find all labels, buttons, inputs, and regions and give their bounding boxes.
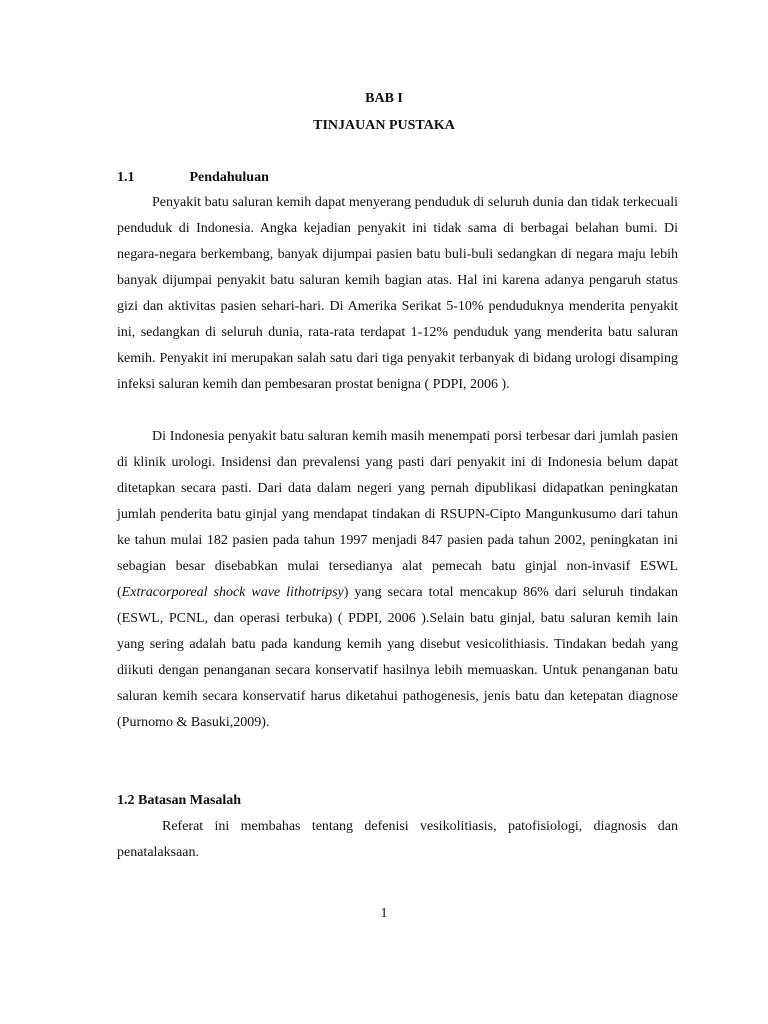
- section-1-heading: [117, 170, 269, 186]
- paragraph-1: [117, 190, 678, 398]
- section-1-number: 1.1: [117, 170, 135, 185]
- paragraph-2-italic-term: Extracorporeal shock wave lithotripsy: [121, 585, 344, 600]
- page-number: 1: [380, 906, 388, 921]
- paragraph-2-text-start: Di Indonesia penyakit batu saluran kemih masih menempati porsi terbesar dari jumlah pasien di klinik urologi. Insidensi dan prevalensi yang pasti dari penyakit ini di Indonesia belum dapat ditetapkan secara pasti. Dari data dalam negeri yang pernah dipublikasi didapatkan peningkatan jumlah penderita batu ginjal yang mendapat tindakan di RSUPN-Cipto Mangunkusumo dari tahun ke tahun mulai 182 pasien pada tahun 1997 menjadi 847 pasien pada tahun 2002, peningkatan ini sebagian besar disebabkan mulai tersedianya alat pemecah batu ginjal non-invasif ESWL (: [117, 429, 678, 600]
- section-2-heading: 1.2 Batasan Masalah: [117, 793, 242, 808]
- paragraph-2: [117, 424, 678, 736]
- chapter-label: BAB I: [365, 91, 403, 106]
- chapter-title: TINJAUAN PUSTAKA: [313, 118, 455, 133]
- paragraph-3-text: Referat ini membahas tentang defenisi vesikolitiasis, patofisiologi, diagnosis dan penatalaksaan.: [117, 819, 678, 860]
- paragraph-2-text-end: ) yang secara total mencakup 86% dari seluruh tindakan (ESWL, PCNL, dan operasi terbuka) ( PDPI, 2006 ).Selain batu ginjal, batu saluran kemih lain yang sering adalah batu pada kandung kemih yang disebut vesicolithiasis. Tindakan bedah yang diikuti dengan penanganan secara konservatif hasilnya lebih memuaskan. Untuk penanganan batu saluran kemih secara konservatif harus diketahui pathogenesis, jenis batu dan ketepatan diagnose (Purnomo & Basuki,2009).: [117, 585, 678, 730]
- paragraph-1-text: Penyakit batu saluran kemih dapat menyerang penduduk di seluruh dunia dan tidak terkecuali penduduk di Indonesia. Angka kejadian penyakit ini tidak sama di berbagai belahan bumi. Di negara-negara berkembang, banyak dijumpai pasien batu buli-buli sedangkan di negara maju lebih banyak dijumpai penyakit batu saluran kemih bagian atas. Hal ini karena adanya pengaruh status gizi dan aktivitas pasien sehari-hari. Di Amerika Serikat 5-10% penduduknya menderita penyakit ini, sedangkan di seluruh dunia, rata-rata terdapat 1-12% penduduk yang menderita batu saluran kemih. Penyakit ini merupakan salah satu dari tiga penyakit terbanyak di bidang urologi disamping infeksi saluran kemih dan pembesaran prostat benigna ( PDPI, 2006 ).: [117, 195, 678, 392]
- paragraph-3: [117, 814, 678, 866]
- section-1-title: Pendahuluan: [189, 170, 269, 185]
